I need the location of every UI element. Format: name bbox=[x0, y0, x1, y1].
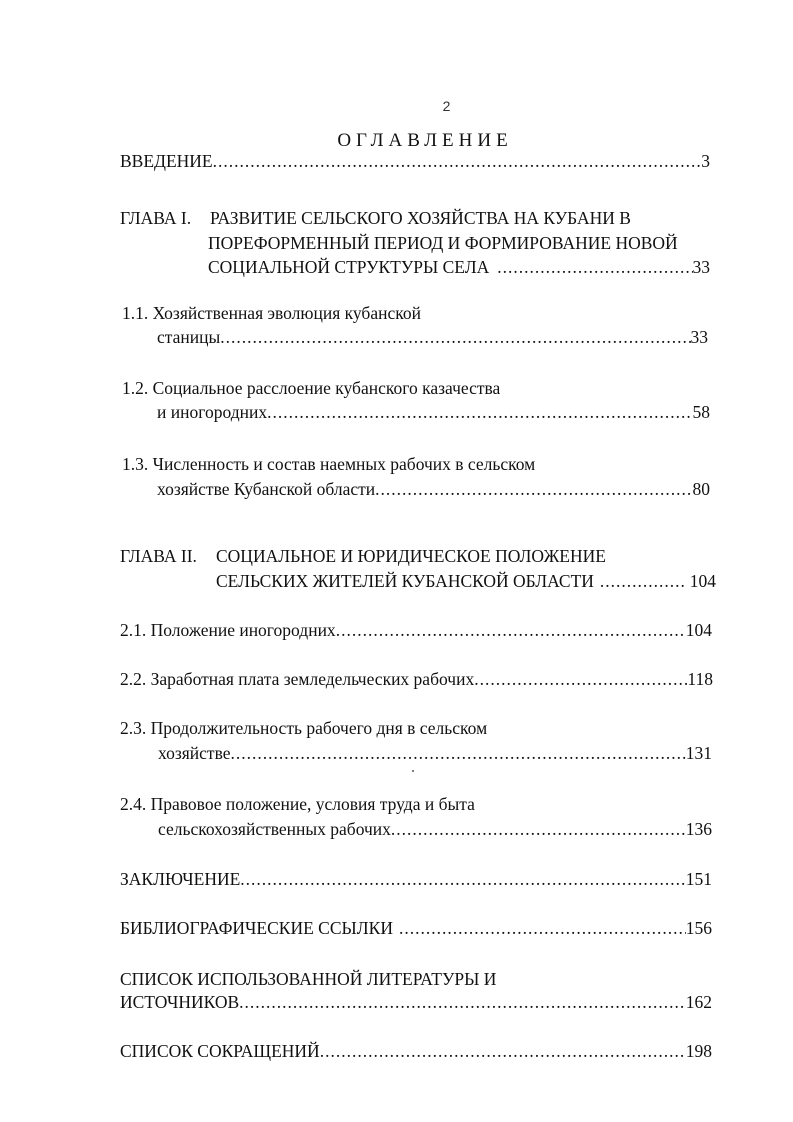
dot-leader bbox=[239, 991, 686, 1013]
toc-entry-section-2-3[interactable] bbox=[158, 742, 712, 764]
toc-entry-chapter1[interactable] bbox=[208, 256, 710, 278]
literature-line1: СПИСОК ИСПОЛЬЗОВАННОЙ ЛИТЕРАТУРЫ И bbox=[120, 969, 497, 989]
scan-speck bbox=[412, 770, 414, 772]
section-title-cont: сельскохозяйственных рабочих bbox=[158, 819, 391, 839]
toc-page-number: 58 bbox=[692, 402, 710, 422]
chapter2-title-line2: СЕЛЬСКИХ ЖИТЕЛЕЙ КУБАНСКОЙ ОБЛАСТИ bbox=[216, 571, 594, 591]
toc-entry-section-1-3[interactable] bbox=[157, 478, 710, 500]
dot-leader bbox=[213, 150, 702, 172]
chapter2-label: ГЛАВА II. bbox=[120, 546, 197, 566]
chapter1-title-line3: СОЦИАЛЬНОЙ СТРУКТУРЫ СЕЛА bbox=[208, 257, 490, 277]
section-title-cont: и иногородних bbox=[157, 402, 268, 422]
toc-title: ОГЛАВЛЕНИЕ bbox=[337, 130, 513, 151]
toc-entry-text: ВВЕДЕНИЕ bbox=[120, 151, 213, 171]
toc-entry-text: БИБЛИОГРАФИЧЕСКИЕ ССЫЛКИ bbox=[120, 918, 393, 938]
toc-entry-section-1-1[interactable] bbox=[157, 326, 708, 348]
toc-page-number: 162 bbox=[685, 992, 712, 1012]
section-number: 2.3. bbox=[120, 718, 147, 738]
toc-entry-intro[interactable] bbox=[120, 150, 710, 172]
toc-entry-text: ИСТОЧНИКОВ bbox=[120, 992, 240, 1012]
toc-entry-text: ЗАКЛЮЧЕНИЕ bbox=[120, 869, 241, 889]
toc-entry-text: СПИСОК СОКРАЩЕНИЙ bbox=[120, 1041, 320, 1061]
dot-leader bbox=[375, 478, 692, 500]
section-1-2-line1 bbox=[122, 377, 500, 399]
section-title-cont: хозяйстве bbox=[158, 743, 231, 763]
section-number: 2.4. bbox=[120, 794, 147, 814]
toc-page-number: 104 bbox=[685, 620, 712, 640]
chapter1-title-line1: РАЗВИТИЕ СЕЛЬСКОГО ХОЗЯЙСТВА НА КУБАНИ В bbox=[210, 208, 631, 228]
toc-page-number: 3 bbox=[701, 151, 710, 171]
dot-leader bbox=[391, 818, 686, 840]
section-number: 1.1. bbox=[122, 303, 149, 323]
toc-entry-conclusion[interactable] bbox=[120, 868, 712, 890]
section-number: 1.3. bbox=[122, 454, 149, 474]
toc-page-number: 151 bbox=[685, 869, 712, 889]
dot-leader bbox=[600, 570, 684, 592]
dot-leader bbox=[267, 401, 692, 423]
toc-page-number: 131 bbox=[685, 743, 712, 763]
section-1-1-line1 bbox=[122, 302, 421, 324]
section-title: Правовое положение, условия труда и быта bbox=[150, 794, 475, 814]
section-title: Хозяйственная эволюция кубанской bbox=[152, 303, 421, 323]
dot-leader bbox=[240, 868, 685, 890]
dot-leader bbox=[320, 1040, 686, 1062]
section-title-cont: станицы bbox=[157, 327, 221, 347]
toc-entry-abbreviations[interactable] bbox=[120, 1040, 712, 1062]
toc-entry-section-2-4[interactable] bbox=[158, 818, 712, 840]
toc-page-number: 136 bbox=[685, 819, 712, 839]
dot-leader bbox=[220, 326, 690, 348]
chapter1-title-line2: ПОРЕФОРМЕННЫЙ ПЕРИОД И ФОРМИРОВАНИЕ НОВОЙ bbox=[208, 233, 678, 253]
toc-page-number: 198 bbox=[685, 1041, 712, 1061]
section-title: Продолжительность рабочего дня в сельском bbox=[150, 718, 488, 738]
section-2-3-line1 bbox=[120, 717, 487, 739]
toc-entry-section-1-2[interactable] bbox=[157, 401, 710, 423]
toc-page-number: 118 bbox=[687, 669, 713, 689]
section-title-cont: хозяйстве Кубанской области bbox=[157, 479, 376, 499]
dot-leader bbox=[399, 917, 686, 939]
chapter2-title-line1: СОЦИАЛЬНОЕ И ЮРИДИЧЕСКОЕ ПОЛОЖЕНИЕ bbox=[216, 546, 606, 566]
section-title: 2.2. Заработная плата земледельческих рабочих bbox=[120, 669, 475, 689]
section-2-4-line1 bbox=[120, 793, 475, 815]
page-number: 2 bbox=[442, 98, 451, 114]
toc-entry-section-2-1[interactable] bbox=[120, 619, 712, 641]
section-title: Социальное расслоение кубанского казачества bbox=[152, 378, 501, 398]
section-1-3-line1 bbox=[122, 453, 535, 475]
section-title: 2.1. Положение иногородних bbox=[120, 620, 336, 640]
toc-entry-bibliography[interactable] bbox=[120, 917, 712, 939]
toc-page-number: 80 bbox=[692, 479, 710, 499]
dot-leader bbox=[231, 742, 686, 764]
toc-page-number: 33 bbox=[690, 327, 708, 347]
toc-page-number: 33 bbox=[692, 257, 710, 277]
chapter1-label: ГЛАВА I. bbox=[120, 208, 192, 228]
toc-entry-section-2-2[interactable] bbox=[120, 668, 713, 690]
section-number: 1.2. bbox=[122, 378, 149, 398]
toc-entry-literature[interactable] bbox=[120, 991, 712, 1013]
section-title: Численность и состав наемных рабочих в сельском bbox=[152, 454, 536, 474]
toc-page-number: 156 bbox=[685, 918, 712, 938]
dot-leader bbox=[336, 619, 686, 641]
toc-page-number: 104 bbox=[689, 571, 716, 591]
toc-entry-chapter2[interactable] bbox=[216, 570, 716, 592]
dot-leader bbox=[497, 256, 692, 278]
dot-leader bbox=[474, 668, 687, 690]
